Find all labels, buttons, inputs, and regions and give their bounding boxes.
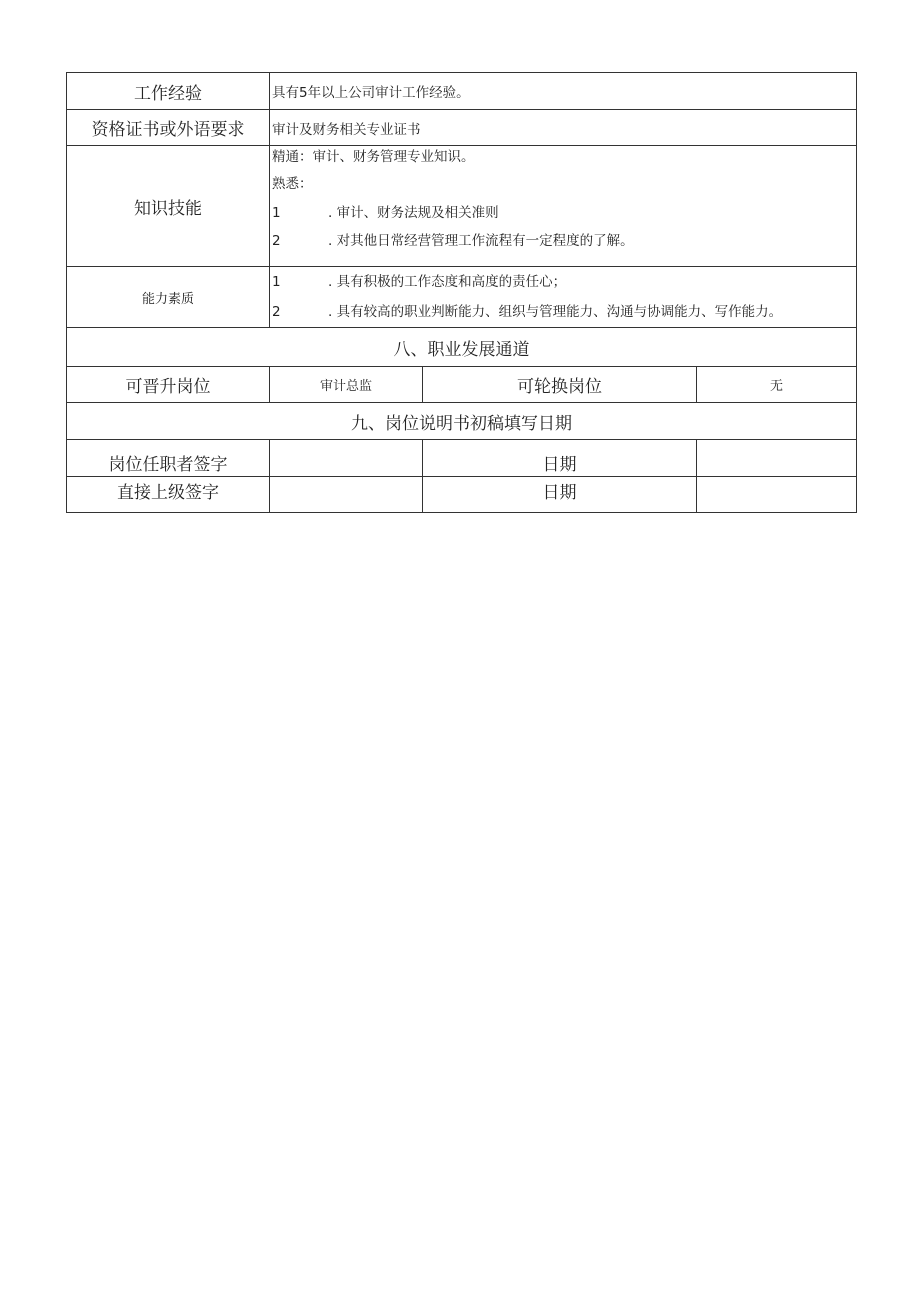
incumbent-signature-field[interactable] [270,440,423,477]
knowledge-item-text: . 对其他日常经营管理工作流程有一定程度的了解。 [328,233,634,249]
rotation-label: 可轮换岗位 [423,367,697,403]
certificate-value: 审计及财务相关专业证书 [270,110,857,146]
knowledge-proficient: 精通：审计、财务管理专业知识。 [272,149,475,165]
knowledge-content [270,146,857,267]
ability-item-text: . 具有较高的职业判断能力、组织与管理能力、沟通与协调能力、写作能力。 [328,304,783,320]
certificate-label: 资格证书或外语要求 [67,110,270,146]
incumbent-date-field[interactable] [697,440,857,477]
ability-item-text: . 具有积极的工作态度和高度的责任心； [328,274,567,290]
work-experience-value: 具有5年以上公司审计工作经验。 [270,73,857,110]
supervisor-signature-field[interactable] [270,477,423,513]
career-section-title: 八、职业发展通道 [67,328,857,367]
supervisor-signature-label: 直接上级签字 [67,477,270,513]
knowledge-label: 知识技能 [67,146,270,267]
supervisor-date-field[interactable] [697,477,857,513]
promotion-value: 审计总监 [270,367,423,403]
row-career-positions [67,367,857,403]
ability-item-num: 2 [272,304,281,320]
knowledge-familiar: 熟悉： [272,176,313,192]
row-ability [67,267,857,328]
knowledge-item-text: . 审计、财务法规及相关准则 [328,205,499,221]
date-section-title: 九、岗位说明书初稿填写日期 [67,403,857,440]
supervisor-date-label: 日期 [423,477,697,513]
rotation-value: 无 [697,367,857,403]
incumbent-date-label: 日期 [423,440,697,477]
ability-label: 能力素质 [67,267,270,328]
row-work-experience [67,73,857,110]
work-experience-label: 工作经验 [67,73,270,110]
ability-item [270,297,856,327]
row-knowledge [67,146,857,267]
knowledge-item-num: 1 [272,205,281,221]
promotion-label: 可晋升岗位 [67,367,270,403]
row-supervisor-signature [67,477,857,513]
ability-item [270,267,856,297]
incumbent-signature-label: 岗位任职者签字 [67,440,270,477]
row-career-section-title [67,328,857,367]
knowledge-item-num: 2 [272,233,281,249]
row-date-section-title [67,403,857,440]
knowledge-item [270,200,856,227]
row-certificate [67,110,857,146]
ability-item-num: 1 [272,274,281,290]
job-description-table [66,72,857,513]
knowledge-item [270,227,856,255]
ability-content [270,267,857,328]
row-incumbent-signature [67,440,857,477]
